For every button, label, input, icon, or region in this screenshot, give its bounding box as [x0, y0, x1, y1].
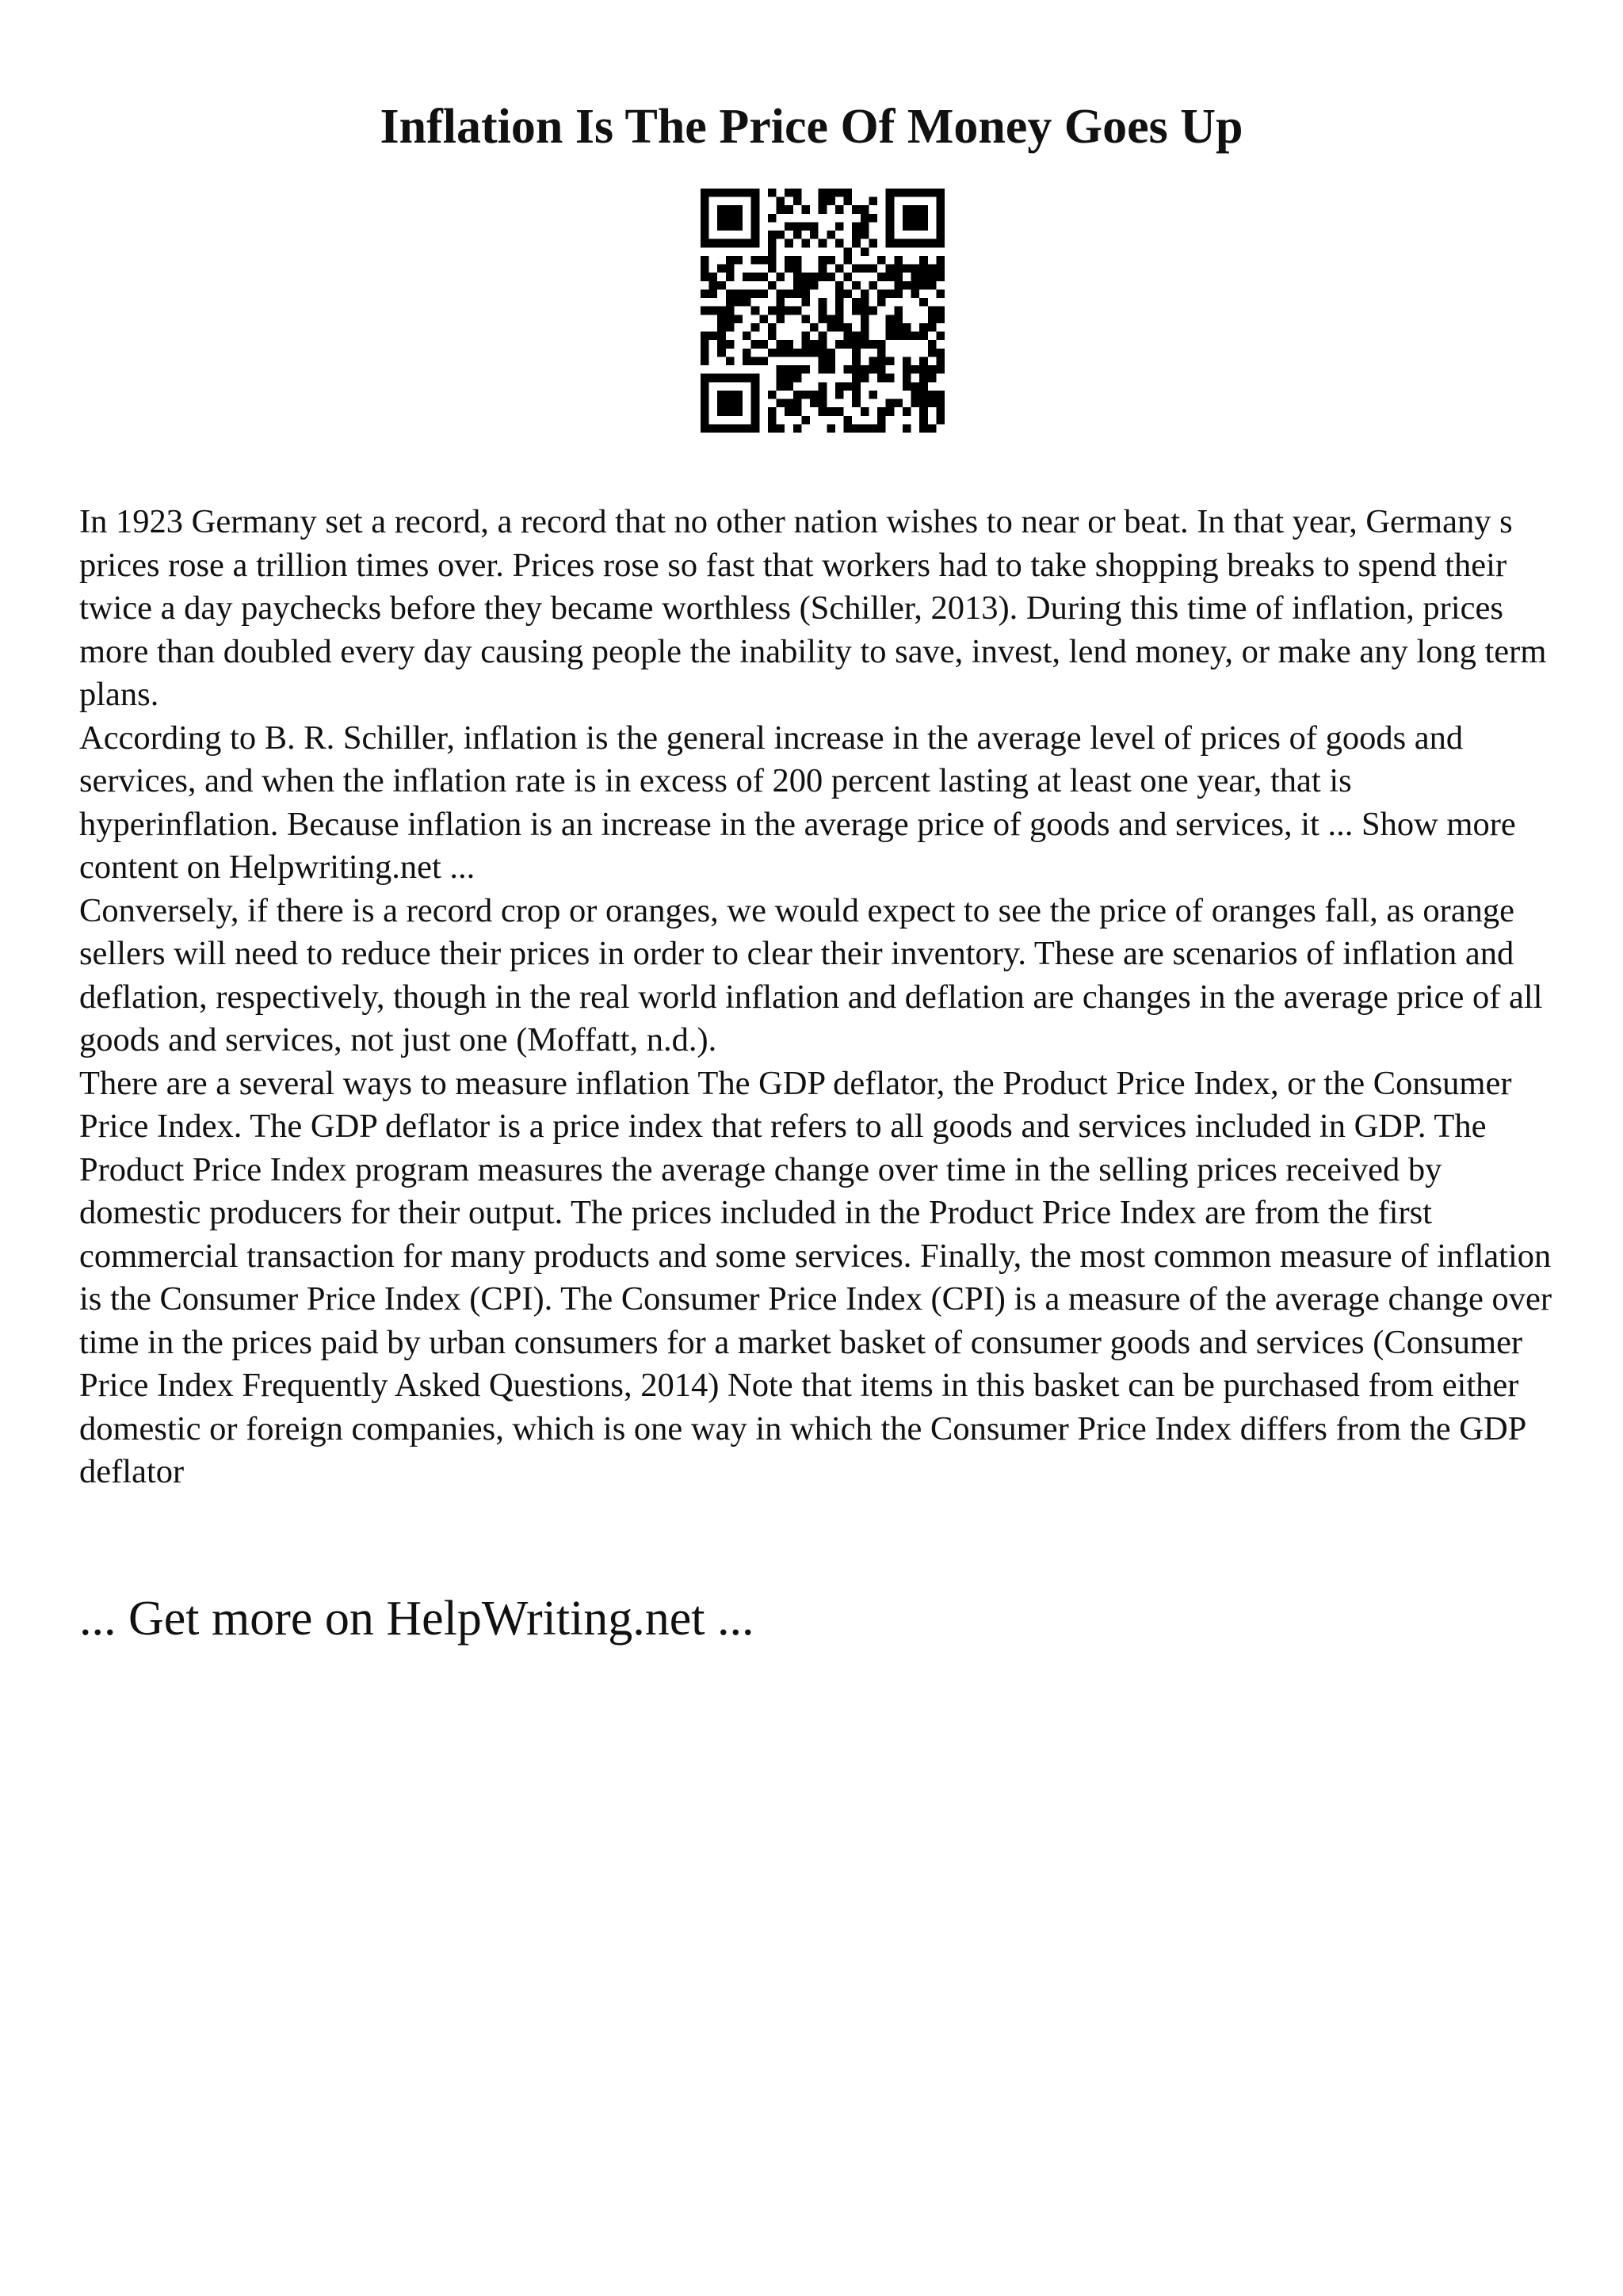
qr-code-icon[interactable]	[701, 189, 945, 433]
paragraph: Conversely, if there is a record crop or oranges, we would expect to see the price of oranges fall, as orange sellers will need to reduce their prices in order to clear their inventory. These are scenarios of inflation and deflation, respectively, though in the real world inflation and deflation are changes in the average price of all goods and services, not just one (Moffatt, n.d.).	[79, 891, 1543, 1058]
article-body	[79, 501, 1553, 1494]
document-title: Inflation Is The Price Of Money Goes Up	[380, 100, 1243, 154]
paragraph: In 1923 Germany set a record, a record that no other nation wishes to near or beat. In that year, Germany s prices rose a trillion times over. Prices rose so fast that workers had to take shopping breaks to spend their twice a day paychecks before they became worthless (Schiller, 2013). During this time of inflation, prices more than doubled every day causing people the inability to save, invest, lend money, or make any long term plans.	[79, 503, 1547, 713]
get-more-link[interactable]: ... Get more on HelpWriting.net ...	[79, 1592, 754, 1646]
paragraph: There are a several ways to measure inflation The GDP deflator, the Product Price Index, or the Consumer Price Index. The GDP deflator is a price index that refers to all goods and services included in GDP. The Product Price Index program measures the average change over time in the selling prices received by domestic producers for their output. The prices included in the Product Price Index are from the first commercial transaction for many products and some services. Finally, the most common measure of inflation is the Consumer Price Index (CPI). The Consumer Price Index (CPI) is a measure of the average change over time in the prices paid by urban consumers for a market basket of consumer goods and services (Consumer Price Index Frequently Asked Questions, 2014) Note that items in this basket can be purchased from either domestic or foreign companies, which is one way in which the Consumer Price Index differs from the GDP deflator	[79, 1064, 1552, 1490]
paragraph: According to B. R. Schiller, inflation is the general increase in the average level of prices of goods and services, and when the inflation rate is in excess of 200 percent lasting at least one year, that is hyperinflation. Because inflation is an increase in the average price of goods and services, it ... Show more content on Helpwriting.net ...	[79, 719, 1516, 886]
